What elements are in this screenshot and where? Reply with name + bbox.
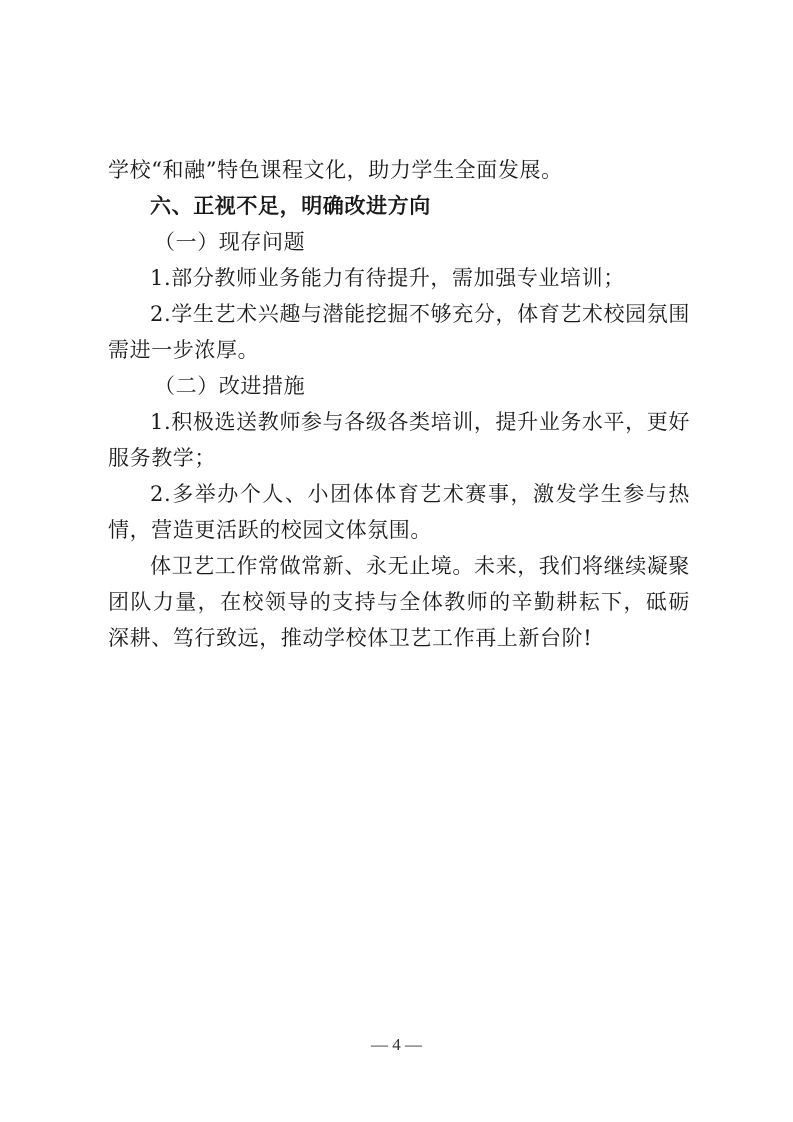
section-heading: 六、正视不足，明确改进方向 [150, 193, 431, 218]
problem-item-2: 2.学生艺术兴趣与潜能挖掘不够充分，体育艺术校园氛围需进一步浓厚。 [108, 302, 690, 362]
continuation-paragraph: 学校“和融”特色课程文化，助力学生全面发展。 [108, 158, 563, 182]
subsection-heading-problems: （一）现存问题 [154, 230, 306, 254]
subsection-heading-measures: （二）改进措施 [154, 374, 306, 398]
measure-item-2: 2.多举办个人、小团体体育艺术赛事，激发学生参与热情，营造更活跃的校园文体氛围。 [108, 482, 690, 542]
document-body [108, 152, 690, 656]
measure-item-1: 1.积极选送教师参与各级各类培训，提升业务水平，更好服务教学； [108, 410, 690, 470]
page-number: — 4 — [371, 1035, 422, 1054]
problem-item-1: 1.部分教师业务能力有待提升，需加强专业培训； [150, 266, 625, 290]
closing-paragraph: 体卫艺工作常做常新、永无止境。未来，我们将继续凝聚团队力量，在校领导的支持与全体教师的辛勤耕耘下，砥砺深耕、笃行致远，推动学校体卫艺工作再上新台阶! [108, 554, 690, 650]
